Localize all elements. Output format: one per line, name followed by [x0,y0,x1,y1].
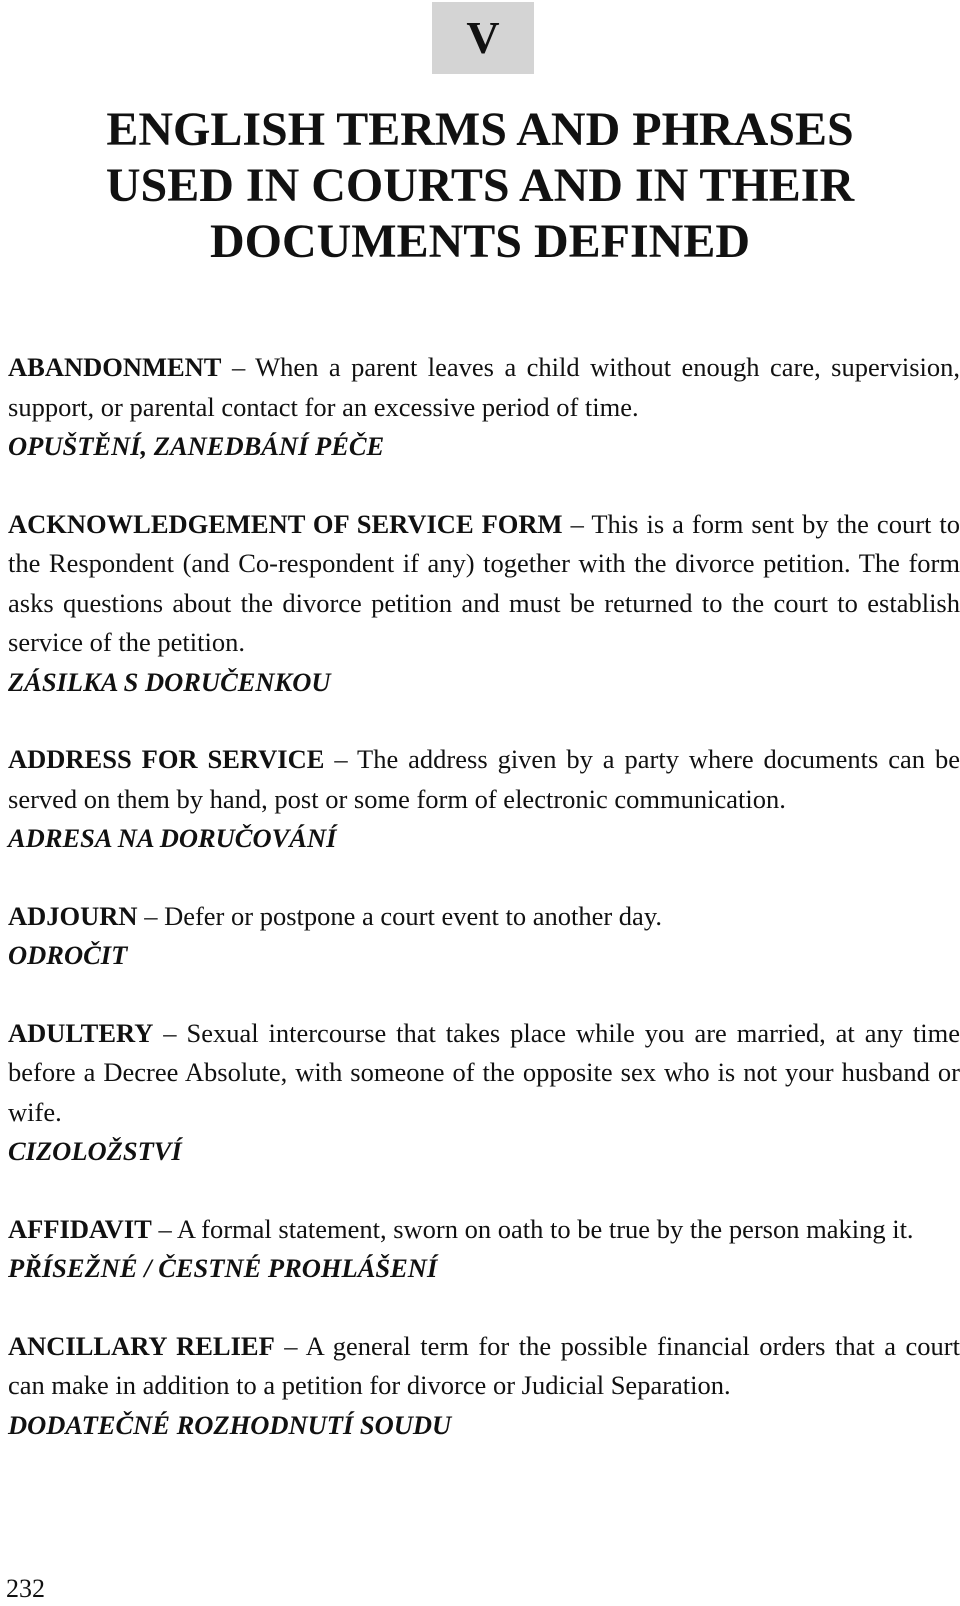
entry-translation: DODATEČNÉ ROZHODNUTÍ SOUDU [8,1409,452,1440]
glossary-entry-address-for-service [8,740,960,859]
entry-text [8,1014,960,1133]
chapter-label [432,2,534,74]
page-number: 232 [6,1574,45,1603]
entry-definition: This is a form sent by the court to the Respondent (and Co-respondent if any) together with the divorce petition. The form asks questions about the divorce petition and must be returned to the court to establish service of the petition. [8,508,960,657]
glossary-entry-acknowledgement-of-service-form [8,505,960,703]
entry-text [8,348,960,427]
entry-definition: Defer or postpone a court event to another day. [164,900,662,931]
page-title [0,102,960,270]
title-line-2: USED IN COURTS AND IN THEIR [105,159,855,212]
entry-text [8,505,960,663]
chapter-letter: V [466,12,500,63]
entry-term: ABANDONMENT [8,352,222,382]
entry-translation: ODROČIT [8,940,128,970]
entry-text [8,897,960,937]
entry-translation: ZÁSILKA S DORUČENKOU [8,666,331,697]
entry-translation: PŘÍSEŽNÉ / ČESTNÉ PROHLÁŠENÍ [8,1253,438,1283]
entry-separator: – [151,1213,177,1244]
entry-definition: When a parent leaves a child without enough care, supervision, support, or parental contact for an excessive period of time. [8,352,960,422]
glossary-entry-adjourn [8,897,960,976]
glossary-entry-abandonment [8,348,960,467]
entry-term: ADJOURN [8,900,138,931]
entry-text [8,1210,960,1250]
entry-text [8,1327,960,1406]
entry-term: ANCILLARY RELIEF [8,1330,275,1361]
entry-definition: Sexual intercourse that takes place while you are married, at any time before a Decree Absolute, with someone of the opposite sex who is not your husband or wife. [8,1017,960,1127]
entry-translation: ADRESA NA DORUČOVÁNÍ [8,823,337,853]
entry-separator: – [274,1330,306,1361]
entry-term: ACKNOWLEDGEMENT OF SERVICE FORM [8,508,563,539]
entry-separator: – [324,744,358,774]
glossary-entry-affidavit [8,1210,960,1289]
entry-definition: The address given by a party where documents can be served on them by hand, post or some form of electronic communication. [8,744,960,814]
glossary-entry-ancillary-relief [8,1327,960,1446]
entry-definition: A formal statement, sworn on oath to be true by the person making it. [176,1213,914,1244]
entry-separator: – [562,508,592,539]
glossary-entries [8,348,960,1483]
entry-translation: OPUŠTĚNÍ, ZANEDBÁNÍ PÉČE [8,431,385,461]
entry-definition: A general term for the possible financial orders that a court can make in addition to a petition for divorce or Judicial Separation. [8,1330,960,1400]
title-line-3: DOCUMENTS DEFINED [209,215,751,268]
entry-separator: – [221,352,256,382]
entry-separator: – [153,1017,187,1048]
entry-term: AFFIDAVIT [8,1213,152,1244]
entry-translation: CIZOLOŽSTVÍ [8,1136,182,1166]
title-line-1: ENGLISH TERMS AND PHRASES [106,103,854,156]
glossary-entry-adultery [8,1014,960,1172]
entry-term: ADDRESS FOR SERVICE [8,744,325,774]
entry-text [8,740,960,819]
entry-separator: – [137,900,165,931]
entry-term: ADULTERY [8,1017,154,1048]
